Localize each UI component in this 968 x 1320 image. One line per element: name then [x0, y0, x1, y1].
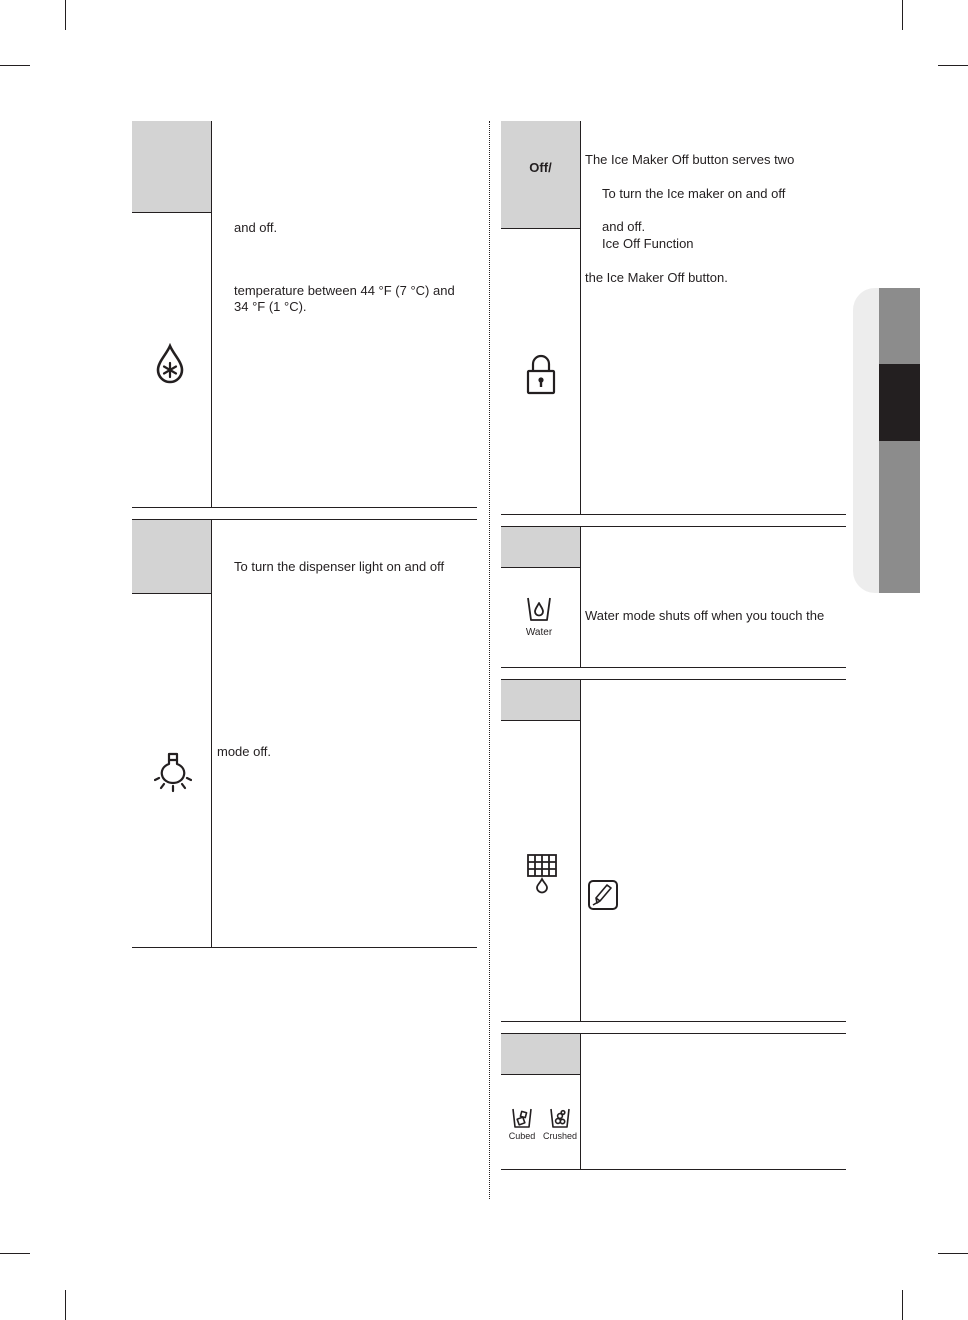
- ice-maker-off-button-label: Off/: [529, 160, 552, 175]
- left-row1-divider: [132, 212, 211, 213]
- note-pencil-icon: [587, 879, 619, 911]
- left-row2-divider: [132, 593, 211, 594]
- crop-mark: [0, 65, 30, 66]
- crop-mark: [65, 0, 66, 30]
- left-row1-text-2: temperature between 44 °F (7 °C) and: [234, 283, 455, 298]
- crop-mark: [0, 1253, 30, 1254]
- cubed-ice-icon: [511, 1106, 533, 1130]
- column-separator: [489, 121, 490, 1199]
- left-row1-text-1: and off.: [234, 220, 278, 235]
- crop-mark: [65, 1290, 66, 1320]
- right-row1-bottom-line: [501, 514, 846, 515]
- right-row1-text-5: the Ice Maker Off button.: [585, 270, 728, 285]
- left-row2-column-line: [211, 520, 212, 948]
- left-row2-text-2: mode off.: [217, 744, 271, 759]
- right-row2-column-line: [580, 527, 581, 667]
- crushed-ice-icon: [549, 1106, 571, 1130]
- right-row4-header-cell: [501, 1034, 580, 1074]
- crop-mark: [938, 1253, 968, 1254]
- right-row1-text-4: Ice Off Function: [602, 236, 694, 251]
- dispenser-light-icon: [154, 752, 192, 794]
- crop-mark: [902, 1290, 903, 1320]
- right-row1-divider: [501, 228, 580, 229]
- right-row1-text-2: To turn the Ice maker on and off: [602, 186, 786, 201]
- left-row1-bottom-line: [132, 507, 477, 508]
- crop-mark: [902, 0, 903, 30]
- lock-icon: [526, 353, 556, 395]
- right-row4-column-line: [580, 1034, 581, 1170]
- left-row1-text-3: 34 °F (1 °C).: [234, 299, 307, 314]
- right-row3-column-line: [580, 680, 581, 1021]
- cubed-label: Cubed: [508, 1131, 536, 1141]
- right-row1-text-1: The Ice Maker Off button serves two: [585, 152, 795, 167]
- right-row3-bottom-line: [501, 1021, 846, 1022]
- left-row1-column-line: [211, 121, 212, 507]
- crushed-label: Crushed: [542, 1131, 578, 1141]
- right-row2-bottom-line: [501, 667, 846, 668]
- right-row2-divider: [501, 567, 580, 568]
- right-row3-header-cell: [501, 680, 580, 720]
- left-row2-bottom-line: [132, 947, 477, 948]
- water-drop-snowflake-icon: [154, 343, 186, 385]
- water-cup-icon: [526, 596, 552, 624]
- left-row2-text-1: To turn the dispenser light on and off: [234, 559, 445, 574]
- water-icon-label: Water: [525, 627, 553, 638]
- right-row2-text: Water mode shuts off when you touch the: [585, 608, 825, 623]
- right-row4-bottom-line: [501, 1169, 846, 1170]
- right-row4-divider: [501, 1074, 580, 1075]
- left-row1-header-cell: [132, 121, 211, 212]
- right-row1-text-3: and off.: [602, 219, 646, 234]
- left-row2-header-cell: [132, 520, 211, 593]
- right-row1-column-line: [580, 121, 581, 514]
- side-tab: [853, 288, 920, 593]
- ice-maker-drop-icon: [525, 852, 559, 894]
- right-row2-header-cell: [501, 527, 580, 567]
- right-row3-divider: [501, 720, 580, 721]
- crop-mark: [938, 65, 968, 66]
